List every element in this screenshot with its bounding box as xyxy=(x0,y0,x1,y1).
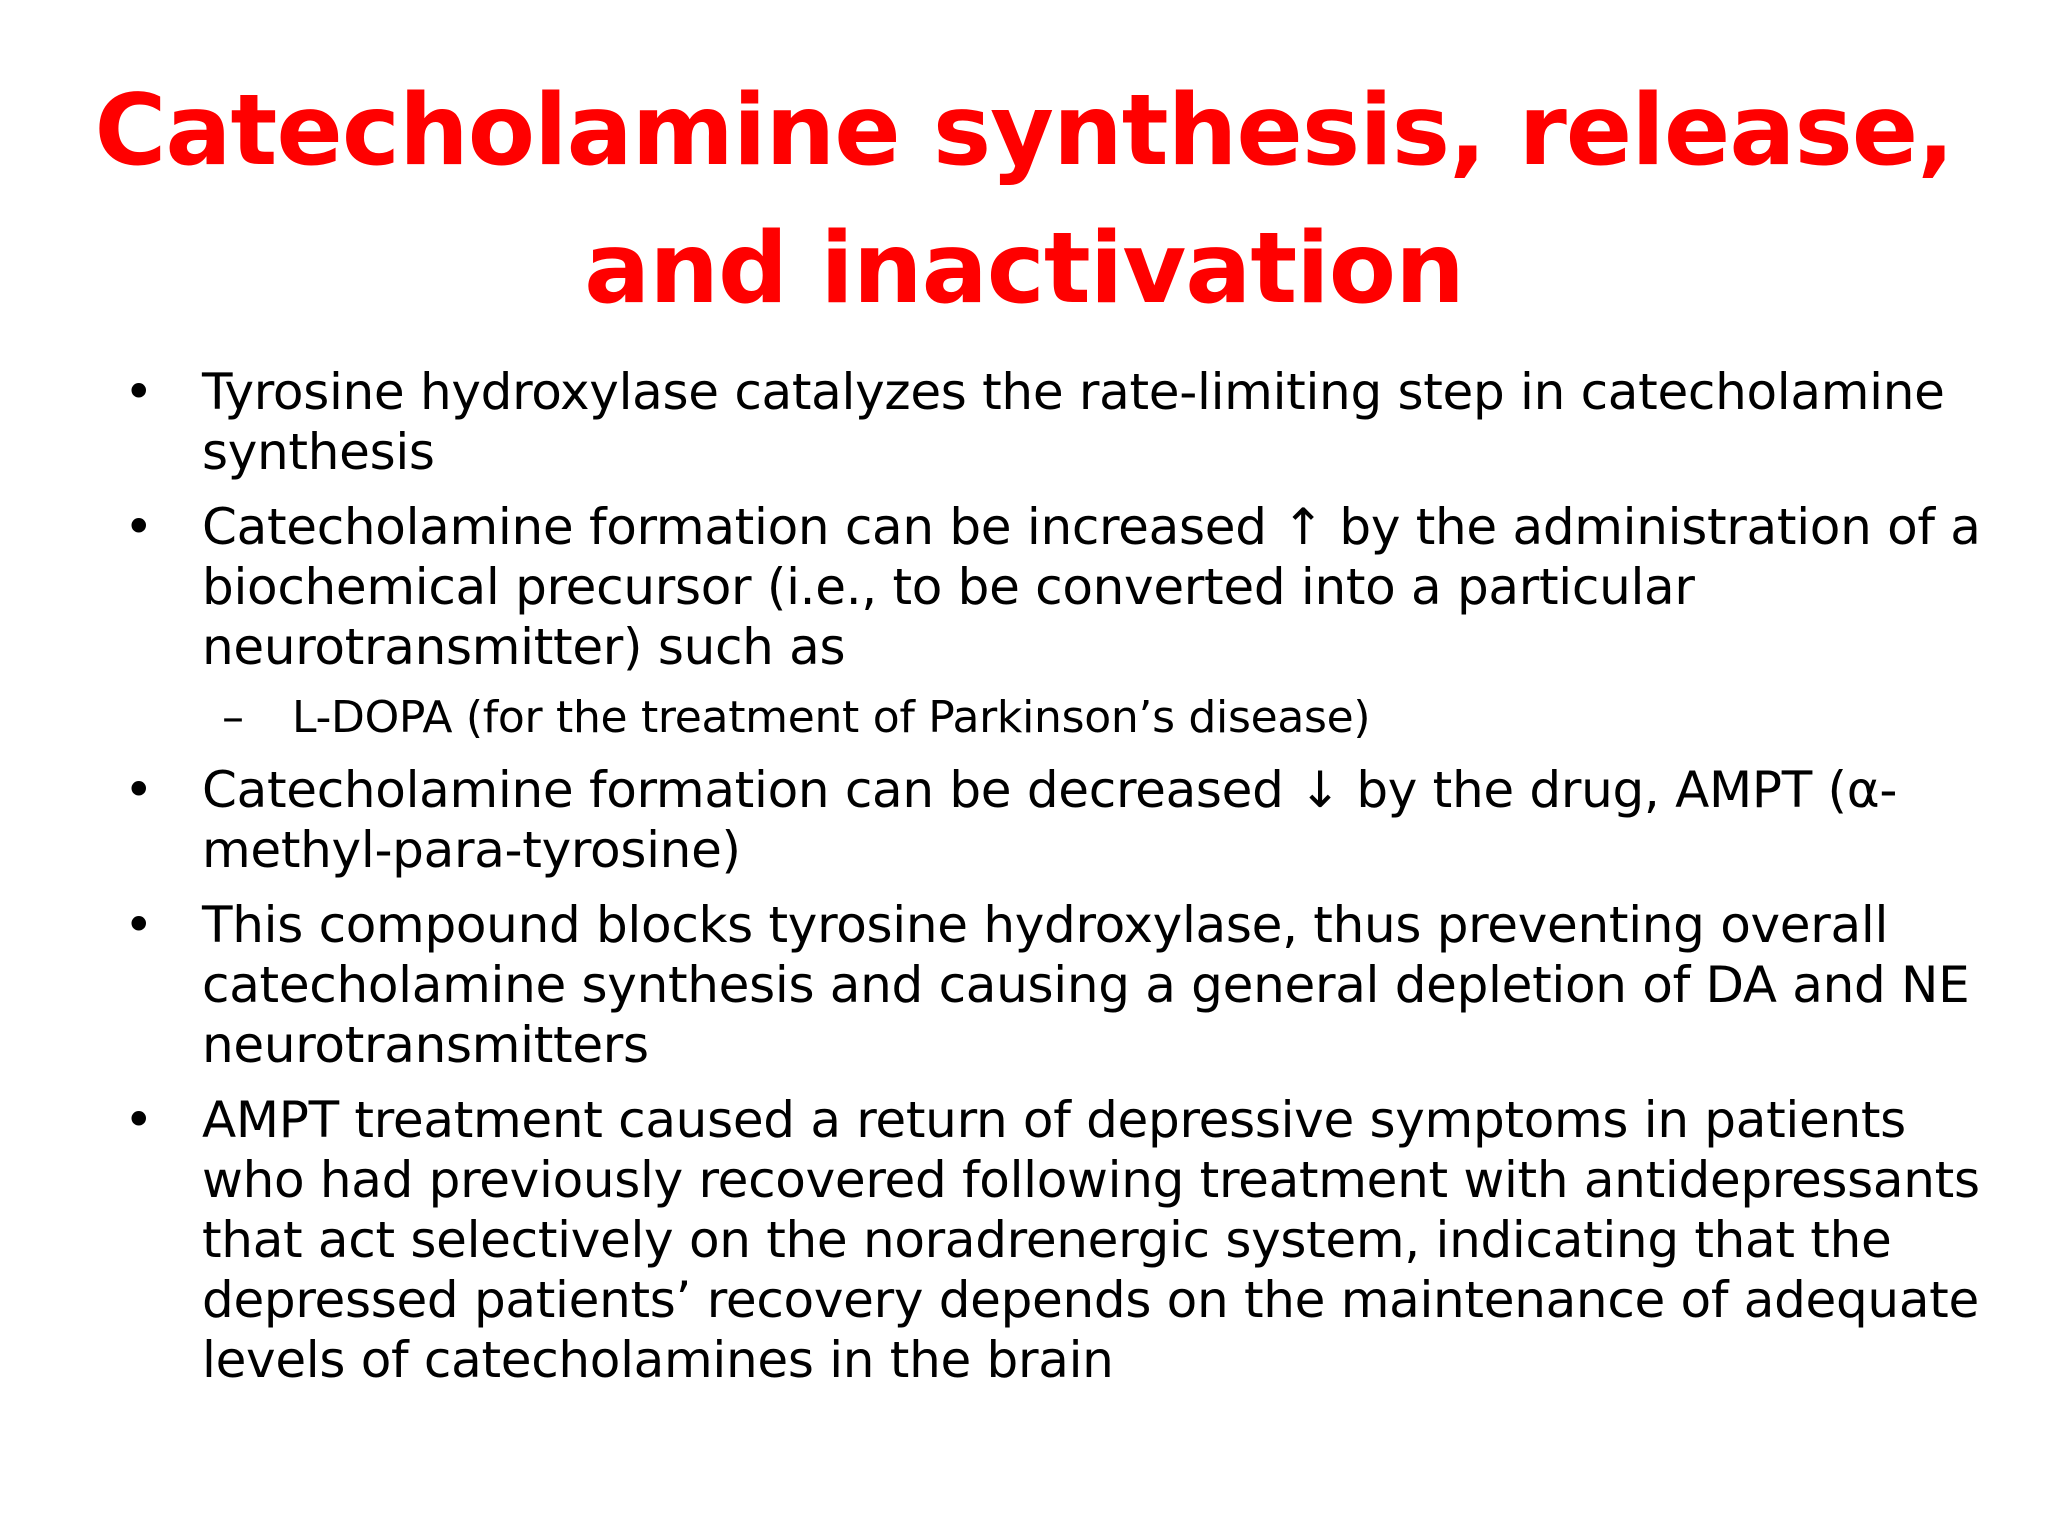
bullet-item-5 xyxy=(120,1090,2000,1390)
bullet-text: Tyrosine hydroxylase catalyzes the rate-limiting step in catecholamine synthesis xyxy=(202,363,1945,481)
slide-title: Catecholamine synthesis, release, and inactivation xyxy=(94,74,1954,326)
bullet-text: AMPT treatment caused a return of depressive symptoms in patients who had previously recovered following treatment with antidepressants that act selectively on the noradrenergic system, indicating that the depressed patients’ recovery depends on the maintenance of adequate levels of catecholamines in the brain xyxy=(202,1091,1980,1389)
bullet-text: Catecholamine formation can be increased ↑ by the administration of a biochemical precursor (i.e., to be converted into a particular neurotransmitter) such as xyxy=(202,498,1981,676)
bullet-item-4 xyxy=(120,895,2000,1075)
bullet-item-3 xyxy=(120,760,2000,880)
bullet-marker: • xyxy=(124,1091,154,1149)
bullet-text: Catecholamine formation can be decreased ↓ by the drug, AMPT (α-methyl-para-tyrosine) xyxy=(202,761,1898,879)
sub-bullet-text: L-DOPA (for the treatment of Parkinson’s disease) xyxy=(292,692,1371,743)
bullet-item-1 xyxy=(120,362,2000,482)
sub-bullet-item xyxy=(120,688,2000,748)
bullet-marker: • xyxy=(124,761,154,819)
bullet-marker: • xyxy=(124,498,154,556)
bullet-list xyxy=(120,362,2000,1405)
dash-marker: – xyxy=(222,692,244,743)
bullet-marker: • xyxy=(124,363,154,421)
bullet-text: This compound blocks tyrosine hydroxylase, thus preventing overall catecholamine synthesis and causing a general depletion of DA and NE neurotransmitters xyxy=(202,896,1970,1074)
bullet-marker: • xyxy=(124,896,154,954)
bullet-item-2 xyxy=(120,497,2000,677)
